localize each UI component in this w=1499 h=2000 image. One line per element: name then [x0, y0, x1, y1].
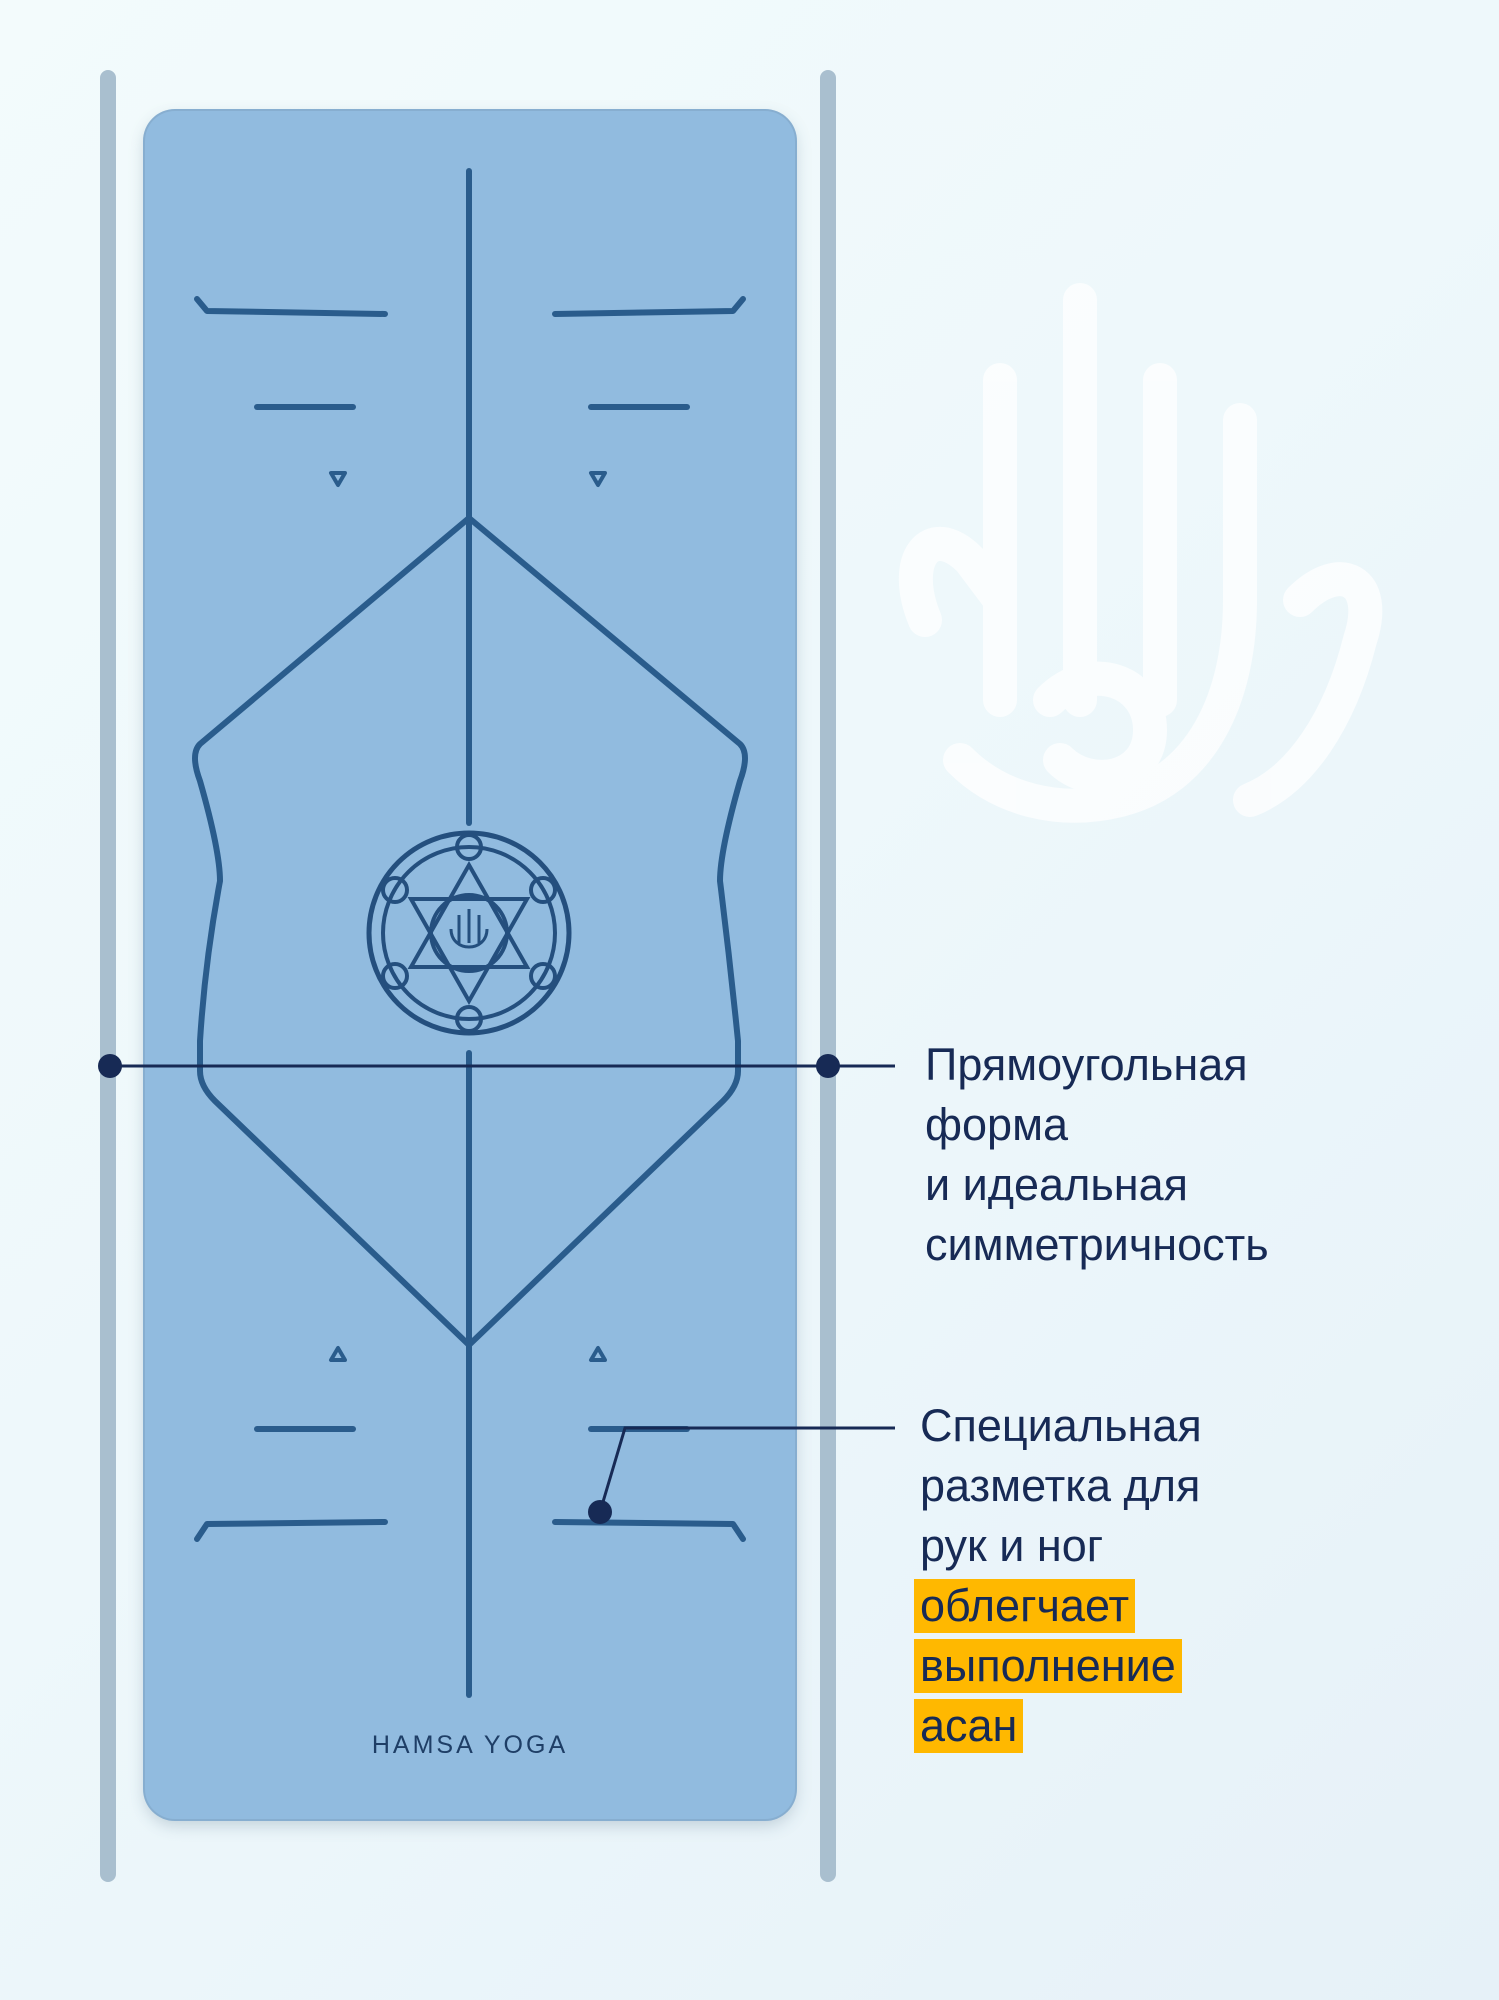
caption-line: Специальная [920, 1400, 1202, 1451]
highlighted-caption-line: облегчает [914, 1579, 1135, 1633]
markings-callout-line [600, 1428, 895, 1512]
symmetry-left-dot [98, 1054, 122, 1078]
highlighted-caption-line: асан [914, 1699, 1023, 1753]
highlighted-caption-line: выполнение [914, 1639, 1182, 1693]
caption-line: разметка для [920, 1460, 1201, 1511]
caption-line: и идеальная [925, 1159, 1189, 1210]
symmetry-right-dot [816, 1054, 840, 1078]
caption-line: форма [925, 1099, 1069, 1150]
symmetry-caption [925, 1035, 1269, 1275]
caption-line: Прямоугольная [925, 1039, 1248, 1090]
caption-line: рук и ног [920, 1520, 1104, 1571]
markings-dot [588, 1500, 612, 1524]
caption-line: симметричность [925, 1219, 1269, 1270]
brand-label: HAMSA YOGA [371, 1731, 569, 1759]
markings-caption [920, 1396, 1202, 1756]
